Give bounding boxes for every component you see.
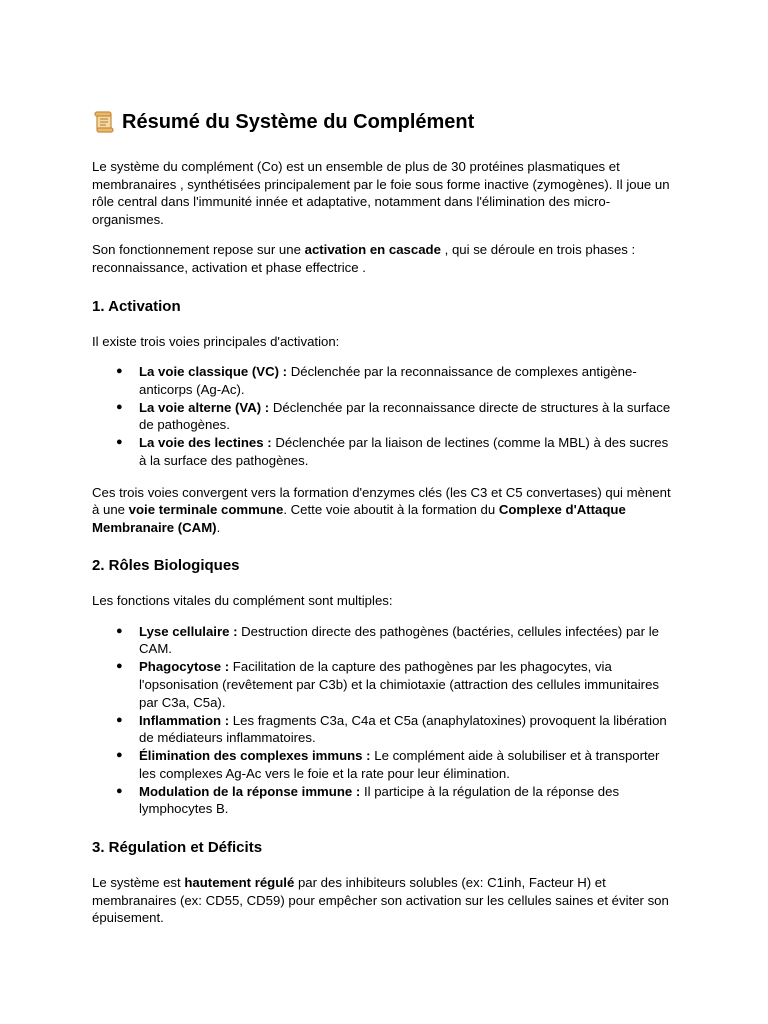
document-page [92, 108, 672, 940]
bullet-icon: ● [116, 660, 123, 673]
list-item: ● Élimination des complexes immuns : Le complément aide à solubiliser et à transporter les complexes Ag-Ac vers le foie et la rate pour leur élimination. [116, 748, 660, 781]
activation-pathways-list [92, 363, 672, 469]
section1-lead: Il existe trois voies principales d'activation: [92, 333, 340, 349]
section2-lead: Les fonctions vitales du complément sont multiples: [92, 593, 393, 609]
list-item: ● Phagocytose : Facilitation de la capture des pathogènes par les phagocytes, via l'opsonisation (revêtement par C3b) et la chimiotaxie (attraction des cellules immunitaires par C3a, C5a). [116, 659, 659, 710]
document-title [92, 108, 672, 136]
bullet-icon: ● [116, 784, 123, 797]
list-item: ● Inflammation : Les fragments C3a, C4a et C5a (anaphylatoxines) provoquent la libération de médiateurs inflammatoires. [116, 712, 667, 746]
section-heading-activation: 1. Activation [92, 297, 181, 315]
bullet-icon: ● [116, 624, 123, 637]
title-text: Résumé du Système du Complément [122, 111, 475, 133]
list-item: ● Modulation de la réponse immune : Il participe à la régulation de la réponse des lymphocytes B. [116, 783, 620, 817]
section-heading-regulation: 3. Régulation et Déficits [92, 838, 263, 856]
bullet-icon: ● [116, 749, 123, 762]
section1-closing: Ces trois voies convergent vers la formation d'enzymes clés (les C3 et C5 convertases) qui mènent à une voie terminale commune. Cette voie aboutit à la formation du Complexe d'Attaque Membranaire (CAM). [92, 484, 671, 535]
intro-paragraph-1: Le système du complément (Co) est un ensemble de plus de 30 protéines plasmatiques et membranaires , synthétisées principalement par le foie sous forme inactive (zymogènes). Il joue un rôle central dans l'immunité innée et adaptative, notamment dans l'élimination des micro-organismes. [92, 159, 670, 227]
scroll-icon [92, 110, 116, 134]
intro-emphasis: activation en cascade [304, 242, 441, 258]
list-item: ● La voie des lectines : Déclenchée par la liaison de lectines (comme la MBL) à des sucres à la surface des pathogènes. [116, 435, 669, 468]
bullet-icon: ● [116, 713, 123, 726]
bullet-icon: ● [116, 436, 123, 449]
section3-paragraph: Le système est hautement régulé par des inhibiteurs solubles (ex: C1inh, Facteur H) et membranaires (ex: CD55, CD59) pour empêcher son activation sur les cellules saines et éviter son épuisement. [92, 874, 669, 926]
list-item: ● La voie alterne (VA) : Déclenchée par la reconnaissance directe de structures à la surface de pathogènes. [116, 399, 671, 433]
biological-roles-list [92, 623, 672, 818]
bullet-icon: ● [116, 365, 123, 378]
list-item: ● Lyse cellulaire : Destruction directe des pathogènes (bactéries, cellules infectées) par le CAM. [116, 623, 659, 657]
intro-paragraph-2: Son fonctionnement repose sur une activation en cascade , qui se déroule en trois phases : reconnaissance, activation et phase effectrice . [92, 242, 636, 275]
list-item: ● La voie classique (VC) : Déclenchée par la reconnaissance de complexes antigène-anticorps (Ag-Ac). [116, 364, 637, 397]
section-heading-roles: 2. Rôles Biologiques [92, 557, 240, 575]
bullet-icon: ● [116, 400, 123, 413]
